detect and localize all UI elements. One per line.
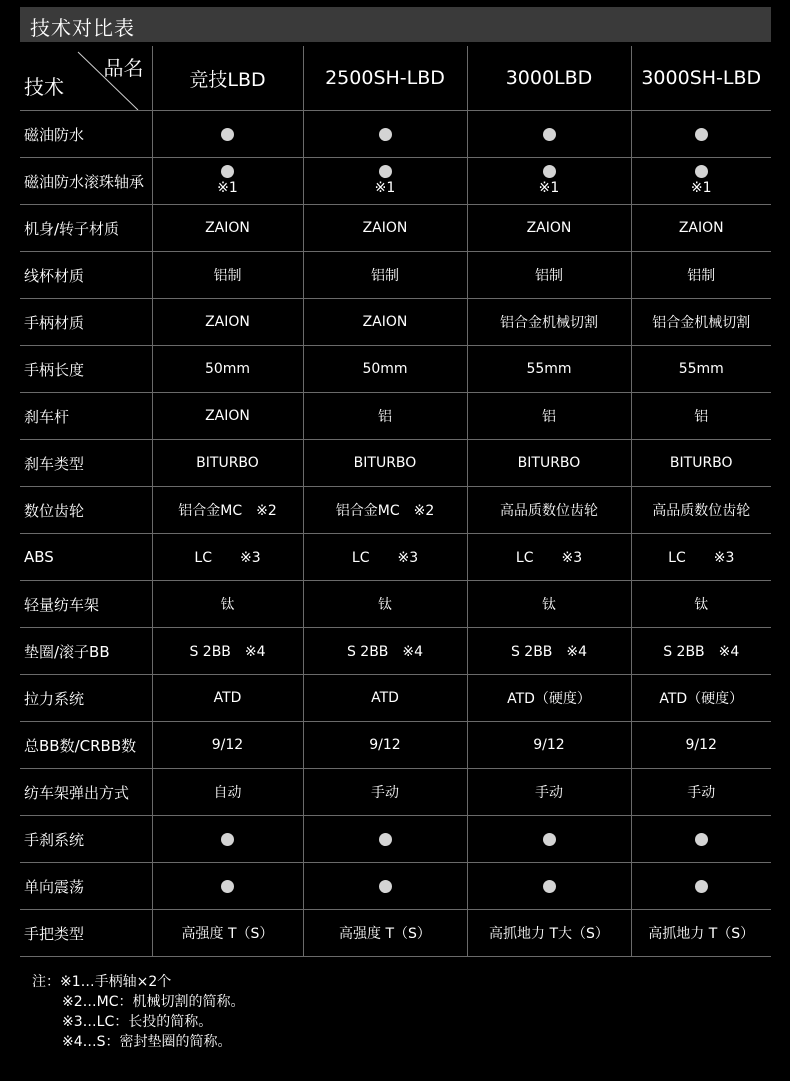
value-cell: 铝	[303, 393, 467, 440]
row-label: 手柄长度	[20, 346, 152, 393]
value-cell: 高强度 T（S）	[303, 910, 467, 957]
value-cell: 9/12	[631, 722, 771, 769]
table-row	[20, 581, 771, 628]
filled-dot-icon	[695, 165, 708, 178]
table-row	[20, 205, 771, 252]
value-cell: 9/12	[467, 722, 631, 769]
table-row	[20, 346, 771, 393]
row-label: 刹车杆	[20, 393, 152, 440]
feature-stack	[304, 165, 467, 198]
value-cell: 铝合金机械切割	[467, 299, 631, 346]
filled-dot-icon	[379, 880, 392, 893]
filled-dot-icon	[695, 880, 708, 893]
feature-cell	[467, 816, 631, 863]
value-cell: 铝合金机械切割	[631, 299, 771, 346]
page-title: 技术对比表	[30, 16, 135, 40]
value-cell: ZAION	[303, 299, 467, 346]
value-cell: 55mm	[631, 346, 771, 393]
row-label: 纺车架弹出方式	[20, 769, 152, 816]
value-cell: 9/12	[152, 722, 303, 769]
value-cell: 高抓地力 T大（S）	[467, 910, 631, 957]
footnote-ref: ※1	[538, 179, 560, 196]
value-cell: 高品质数位齿轮	[467, 487, 631, 534]
row-label: 机身/转子材质	[20, 205, 152, 252]
value-cell: LC ※3	[152, 534, 303, 581]
value-cell: 铝合金MC ※2	[152, 487, 303, 534]
feature-cell	[152, 111, 303, 158]
value-cell: ATD	[152, 675, 303, 722]
value-cell: 手动	[631, 769, 771, 816]
filled-dot-icon	[543, 833, 556, 846]
feature-cell	[631, 816, 771, 863]
value-cell: 手动	[467, 769, 631, 816]
value-cell: 钛	[631, 581, 771, 628]
row-label: 手把类型	[20, 910, 152, 957]
filled-dot-icon	[543, 880, 556, 893]
row-label: 线杯材质	[20, 252, 152, 299]
feature-cell	[152, 158, 303, 205]
value-cell: 铝制	[467, 252, 631, 299]
value-cell: 55mm	[467, 346, 631, 393]
filled-dot-icon	[695, 128, 708, 141]
table-row	[20, 299, 771, 346]
spec-table-body	[20, 111, 771, 957]
filled-dot-icon	[379, 165, 392, 178]
value-cell: LC ※3	[467, 534, 631, 581]
footnote-item: ※2…MC：机械切割的简称。	[62, 994, 245, 1010]
table-row	[20, 863, 771, 910]
filled-dot-icon	[543, 165, 556, 178]
value-cell: ATD（硬度）	[467, 675, 631, 722]
value-cell: 50mm	[152, 346, 303, 393]
table-row	[20, 628, 771, 675]
table-row	[20, 816, 771, 863]
table-row	[20, 393, 771, 440]
value-cell: 手动	[303, 769, 467, 816]
corner-cell	[20, 46, 152, 111]
filled-dot-icon	[221, 128, 234, 141]
value-cell: 铝合金MC ※2	[303, 487, 467, 534]
row-label: 拉力系统	[20, 675, 152, 722]
value-cell: 50mm	[303, 346, 467, 393]
footnote-ref: ※1	[217, 179, 238, 196]
value-cell: 铝制	[303, 252, 467, 299]
model-header: 竞技LBD	[152, 46, 303, 111]
row-label: 垫圈/滚子BB	[20, 628, 152, 675]
value-cell: BITURBO	[631, 440, 771, 487]
filled-dot-icon	[379, 128, 392, 141]
value-cell: ZAION	[152, 299, 303, 346]
table-row	[20, 487, 771, 534]
filled-dot-icon	[221, 833, 234, 846]
feature-cell	[467, 863, 631, 910]
feature-cell	[631, 111, 771, 158]
filled-dot-icon	[543, 128, 556, 141]
value-cell: 自动	[152, 769, 303, 816]
footnote-ref: ※1	[690, 179, 712, 196]
value-cell: BITURBO	[303, 440, 467, 487]
feature-cell	[303, 158, 467, 205]
row-label: 数位齿轮	[20, 487, 152, 534]
value-cell: ZAION	[467, 205, 631, 252]
value-cell: ZAION	[303, 205, 467, 252]
table-row	[20, 675, 771, 722]
feature-stack	[153, 165, 303, 198]
feature-stack	[632, 165, 772, 198]
value-cell: 钛	[303, 581, 467, 628]
table-row	[20, 534, 771, 581]
table-row	[20, 252, 771, 299]
model-header: 2500SH-LBD	[303, 46, 467, 111]
table-row	[20, 722, 771, 769]
value-cell: 铝制	[152, 252, 303, 299]
footnote-item: ※1…手柄轴×2个	[60, 974, 172, 990]
value-cell: ATD（硬度）	[631, 675, 771, 722]
footnote-prefix: 注：	[32, 974, 60, 990]
value-cell: 9/12	[303, 722, 467, 769]
row-label: 轻量纺车架	[20, 581, 152, 628]
footnote-ref: ※1	[374, 179, 396, 196]
value-cell: ZAION	[152, 205, 303, 252]
row-label: 总BB数/CRBB数	[20, 722, 152, 769]
feature-cell	[303, 816, 467, 863]
header-bar	[20, 7, 771, 42]
value-cell: S 2BB ※4	[152, 628, 303, 675]
value-cell: LC ※3	[631, 534, 771, 581]
filled-dot-icon	[221, 165, 234, 178]
feature-cell	[631, 863, 771, 910]
footnote-item: ※4…S：密封垫圈的简称。	[62, 1034, 232, 1050]
row-label: 磁油防水	[20, 111, 152, 158]
table-row	[20, 158, 771, 205]
feature-cell	[467, 158, 631, 205]
table-row	[20, 440, 771, 487]
value-cell: BITURBO	[467, 440, 631, 487]
footnote-line	[32, 972, 245, 992]
table-row	[20, 910, 771, 957]
value-cell: BITURBO	[152, 440, 303, 487]
value-cell: 钛	[467, 581, 631, 628]
row-label: 刹车类型	[20, 440, 152, 487]
row-label: ABS	[20, 534, 152, 581]
table-row	[20, 111, 771, 158]
feature-cell	[303, 863, 467, 910]
value-cell: S 2BB ※4	[303, 628, 467, 675]
value-cell: 铝	[467, 393, 631, 440]
value-cell: 铝制	[631, 252, 771, 299]
filled-dot-icon	[695, 833, 708, 846]
row-label: 磁油防水滚珠轴承	[20, 158, 152, 205]
footnote-item: ※3…LC：长投的简称。	[62, 1014, 213, 1030]
value-cell: 高品质数位齿轮	[631, 487, 771, 534]
value-cell: 高抓地力 T（S）	[631, 910, 771, 957]
filled-dot-icon	[221, 880, 234, 893]
tech-label: 技术	[24, 75, 64, 99]
model-header: 3000LBD	[467, 46, 631, 111]
filled-dot-icon	[379, 833, 392, 846]
feature-cell	[631, 158, 771, 205]
value-cell: S 2BB ※4	[467, 628, 631, 675]
value-cell: LC ※3	[303, 534, 467, 581]
header-row	[20, 46, 771, 111]
product-label: 品名	[103, 56, 144, 80]
model-header: 3000SH-LBD	[631, 46, 771, 111]
feature-cell	[303, 111, 467, 158]
row-label: 单向震荡	[20, 863, 152, 910]
value-cell: ZAION	[152, 393, 303, 440]
value-cell: 高强度 T（S）	[152, 910, 303, 957]
spec-table	[20, 46, 771, 957]
value-cell: ATD	[303, 675, 467, 722]
value-cell: ZAION	[631, 205, 771, 252]
row-label: 手刹系统	[20, 816, 152, 863]
value-cell: 钛	[152, 581, 303, 628]
feature-cell	[152, 816, 303, 863]
row-label: 手柄材质	[20, 299, 152, 346]
table-row	[20, 769, 771, 816]
footnotes	[32, 972, 245, 1052]
feature-cell	[467, 111, 631, 158]
feature-stack	[468, 165, 631, 198]
feature-cell	[152, 863, 303, 910]
value-cell: 铝	[631, 393, 771, 440]
value-cell: S 2BB ※4	[631, 628, 771, 675]
